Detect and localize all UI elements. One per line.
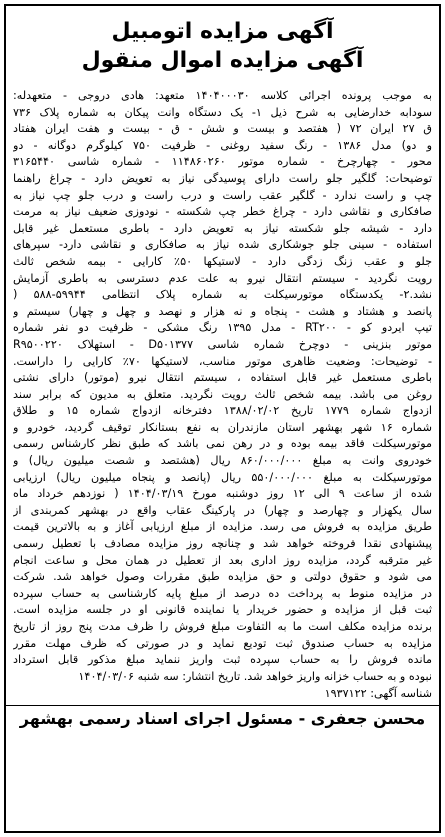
- notice-body-line: غیر مترقبه گردد، مزایده روز اداری بعد از تعطیل در همان محل و ساعت انجام: [13, 553, 432, 567]
- signature: محسن جعفری - مسئول اجرای اسناد رسمی بهشهر: [19, 709, 426, 729]
- notice-body-line: روغن می باشد. بیمه شخص ثالث رویت نگردید. متعلق به مدیون که برابر سند: [13, 387, 432, 401]
- notice-id: شناسه آگهی: ۱۹۳۷۱۲۲: [324, 687, 432, 701]
- notice-body-line: موتورسیکلت فاقد بیمه بوده و در رهن نمی باشد که طبق نظر کارشناس رسمی: [13, 437, 432, 451]
- notice-body-line: در مزایده منوط به پرداخت ده درصد از مبلغ پایه کارشناسی به حساب سپرده: [13, 586, 432, 600]
- notice-body-line: موتور بنزینی - دوچرخ شماره شاسی D۵۰۱۳۷۷ - استهلاک R۹۵۰۰۲۲۰: [13, 337, 432, 351]
- notice-body-line: به موجب پرونده اجرائی کلاسه ۱۴۰۴۰۰۰۳۰ متعهد: هادی دروجی - متعهدله:: [13, 89, 432, 102]
- notice-body-line: سودابه خدارضایی به شرح ذیل ۱- یک دستگاه وانت پیکان به شماره پلاک ۷۳۶: [13, 105, 432, 119]
- notice-body-line: چپ و راست ندارد - گلگیر عقب راست و درب راست و درب جلو چپ نیاز به: [13, 188, 432, 202]
- notice-body-line: برنده مزایده مکلف است ما به التفاوت مبلغ فروش را ظرف مدت پنج روز از تاریخ: [13, 620, 432, 633]
- notice-body-line: باطری مستعمل غیر قابل استفاده ، سیستم انتقال نیرو (موتور) دارای نشتی: [13, 371, 432, 385]
- notice-frame: [4, 4, 441, 833]
- notice-body-line: جلو و عقب زنگ زدگی دارد - لاستیکها ۵۰٪ کارایی - بیمه شخص ثالث: [13, 254, 432, 268]
- notice-body-line: محور - چهارچرخ - شماره موتور ۱۱۴۸۶۰۲۶۰ - شماره شاسی ۳۱۶۵۴۴۰: [13, 155, 432, 169]
- notice-body-line: دارد - شیشه جلو شکسته نیاز به تعویض دارد - باطری مستعمل غیر قابل: [13, 221, 432, 235]
- notice-body-line: مانده فروش را به حساب سپرده ثبت واریز ننماید مبلغ مذکور قابل استرداد: [13, 653, 432, 667]
- notice-body-line: ازدواج شماره ۱۷۷۹ تاریخ ۱۳۸۸/۰۲/۰۲ دفترخانه ازدواج شماره ۱۵ و طلاق: [13, 404, 432, 418]
- notice-body-line: ق ۲۷ ایران ۷۲ ( هفتصد و بیست و شش - ق - بیست و هفت ایران هفتاد: [13, 122, 432, 136]
- notice-body-line: طریق مزایده به فروش می رسد. مزایده از مبلغ ارزیابی آغاز و به بالاترین قیمت: [13, 520, 432, 534]
- notice-body-line: و دو) مدل ۱۳۸۶ - رنگ سفید روغنی - ظرفیت ۷۵۰ کیلوگرم دوگانه - دو: [13, 138, 432, 152]
- notice-body-line: نشد.۲- یکدستگاه موتورسیکلت به شماره پلاک انتظامی ۵۹۹۴۴-۵۸۸ (: [13, 288, 432, 302]
- notice-body-line: صافکاری و نقاشی دارد - چراغ خطر چپ شکسته - نودوزی ضعیف نیاز به مرمت: [13, 205, 432, 219]
- notice-body-line: توضیحات: گلگیر جلو راست دارای پوسیدگی نیاز به تعویض دارد - چراغ راهنما: [13, 171, 432, 185]
- notice-body-line: رویت نگردید - سیستم انتقال نیرو به علت عدم دسترسی به باطری آزمایش: [13, 271, 432, 285]
- notice-body-line: تیپ ایردو کو - RT۲۰۰ - مدل ۱۳۹۵ رنگ مشکی - ظرفیت دو نفر شماره: [13, 321, 432, 335]
- notice-subtitle: آگهی مزایده اموال منقول: [81, 48, 364, 73]
- notice-body-line: استفاده - سینی جلو جوشکاری شده نیاز به صافکاری و نقاشی دارد- سپرهای: [13, 238, 432, 252]
- footer-divider: [6, 705, 439, 706]
- header: [13, 18, 432, 76]
- notice-body: [13, 88, 432, 685]
- notice-body-line: موتورسیکلت به مبلغ ۵۵۰/۰۰۰/۰۰۰ ریال (پانصد و پنجاه میلیون ریال) ارزیابی: [13, 470, 432, 484]
- notice-body-line: شده از ساعت ۹ الی ۱۲ روز دوشنبه مورخ ۱۴۰۴/۰۳/۱۹ ( نوزدهم خرداد ماه: [13, 487, 432, 501]
- notice-body-line: شماره ۱۶ شهر بهشهر استان مازندران به نفع بستانکار توقیف گردید، خودرو و: [13, 420, 432, 434]
- notice-body-line: مزایده به حساب صندوق ثبت تودیع نماید و در صورتی که ظرف مهلت مقرر: [13, 636, 432, 650]
- notice-body-line: - توضیحات: وضعیت ظاهری موتور مناسب، لاستیکها ۷۰٪ کارایی را داراست.: [13, 354, 432, 368]
- notice-body-line: سال یکهزار و چهارصد و چهار) در پارکینگ عقاب واقع در بهشهر کمربندی از: [13, 503, 432, 517]
- notice-body-line: نبوده و به حساب خزانه واریز خواهد شد. تاریخ انتشار: سه شنبه ۱۴۰۴/۰۳/۰۶: [78, 669, 432, 683]
- notice-body-line: می شود و حقوق دولتی و حق مزایده طبق مقررات وصول خواهد شد. شرکت: [13, 570, 432, 584]
- notice-body-line: ثبت قبل از مزایده و حضور خریدار یا نماینده قانونی او در جلسه مزایده است.: [13, 603, 432, 617]
- notice-body-line: پانصد و هشتاد و هشت - پنجاه و نه هزار و نهصد و چهل و چهار) سیستم و: [13, 304, 432, 318]
- notice-body-line: خودروی وانت به مبلغ ۸۶۰/۰۰۰/۰۰۰ ریال (هشتصد و شصت میلیون ریال) و: [13, 454, 432, 468]
- notice-title: آگهی مزایده اتومبیل: [111, 19, 334, 44]
- notice-body-line: پیشنهادی نقدا فروخته خواهد شد و چنانچه روز مزایده مصادف با تعطیل رسمی: [13, 537, 432, 551]
